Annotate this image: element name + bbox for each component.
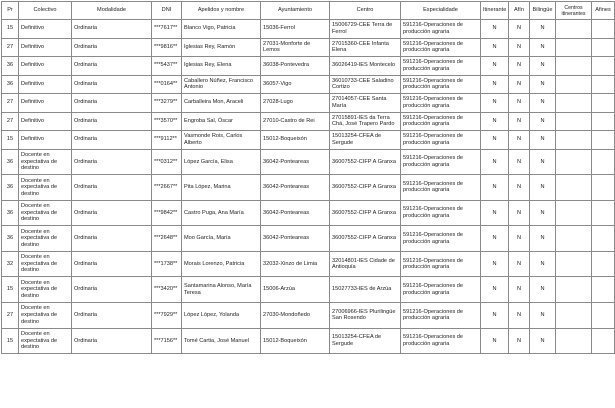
cell-afin: N <box>509 303 530 329</box>
cell-especialidade: 591216-Operaciones de producción agraria <box>401 20 481 39</box>
cell-bilingue: N <box>530 328 556 354</box>
cell-apelidos: Caballero Núñez, Francisco Antonio <box>182 75 261 94</box>
cell-especialidade: 591216-Operaciones de producción agraria <box>401 57 481 76</box>
cell-pr: 27 <box>2 94 19 113</box>
cell-afin: N <box>509 277 530 303</box>
cell-apelidos: Vasmonde Rois, Carlos Alberto <box>182 131 261 150</box>
cell-apelidos: López García, Elisa <box>182 149 261 175</box>
cell-pr: 15 <box>2 277 19 303</box>
cell-centros-itinerantes <box>556 226 592 252</box>
assignments-table <box>1 1 615 354</box>
cell-modalidade: Ordinaria <box>72 38 152 57</box>
header-row <box>2 2 615 20</box>
cell-colectivo: Docente en expectativa de destino <box>19 200 72 226</box>
cell-afines <box>592 131 615 150</box>
cell-afines <box>592 75 615 94</box>
cell-especialidade: 591216-Operaciones de producción agraria <box>401 94 481 113</box>
cell-centro: 36007552-CIFP A Granxa <box>330 226 401 252</box>
cell-afines <box>592 94 615 113</box>
cell-bilingue: N <box>530 20 556 39</box>
cell-dni: ***0164** <box>152 75 182 94</box>
cell-centros-itinerantes <box>556 328 592 354</box>
cell-modalidade: Ordinaria <box>72 57 152 76</box>
cell-centros-itinerantes <box>556 131 592 150</box>
cell-especialidade: 591216-Operaciones de producción agraria <box>401 112 481 131</box>
table-row <box>2 149 615 175</box>
cell-centro: 27014057-CEE Santa María <box>330 94 401 113</box>
cell-bilingue: N <box>530 277 556 303</box>
cell-apelidos: Carballeira Mon, Araceli <box>182 94 261 113</box>
cell-bilingue: N <box>530 112 556 131</box>
cell-centro: 36010733-CEE Saladino Cortizo <box>330 75 401 94</box>
cell-itinerante: N <box>481 38 509 57</box>
cell-colectivo: Docente en expectativa de destino <box>19 251 72 277</box>
cell-afin: N <box>509 200 530 226</box>
cell-itinerante: N <box>481 200 509 226</box>
cell-centro: 15013254-CFEA de Sergude <box>330 328 401 354</box>
header-colectivo: Colectivo <box>19 2 72 20</box>
cell-afin: N <box>509 20 530 39</box>
cell-apelidos: Castro Puga, Ana María <box>182 200 261 226</box>
cell-modalidade: Ordinaria <box>72 226 152 252</box>
cell-apelidos: Blanco Vigo, Patricia <box>182 20 261 39</box>
cell-itinerante: N <box>481 251 509 277</box>
header-ayuntamiento: Ayuntamiento <box>261 2 330 20</box>
cell-modalidade: Ordinaria <box>72 131 152 150</box>
header-dni: DNI <box>152 2 182 20</box>
cell-centros-itinerantes <box>556 277 592 303</box>
cell-pr: 15 <box>2 131 19 150</box>
cell-colectivo: Docente en expectativa de destino <box>19 149 72 175</box>
table-row <box>2 251 615 277</box>
cell-afines <box>592 112 615 131</box>
cell-apelidos: Morais Lorenzo, Patricia <box>182 251 261 277</box>
cell-modalidade: Ordinaria <box>72 251 152 277</box>
cell-especialidade: 591216-Operaciones de producción agraria <box>401 200 481 226</box>
cell-centro: 36007552-CIFP A Granxa <box>330 149 401 175</box>
cell-centros-itinerantes <box>556 112 592 131</box>
cell-dni: ***3570** <box>152 112 182 131</box>
cell-dni: ***0312** <box>152 149 182 175</box>
cell-afines <box>592 226 615 252</box>
header-especialidade: Especialidade <box>401 2 481 20</box>
cell-centros-itinerantes <box>556 75 592 94</box>
cell-afin: N <box>509 38 530 57</box>
cell-itinerante: N <box>481 57 509 76</box>
cell-modalidade: Ordinaria <box>72 303 152 329</box>
cell-afin: N <box>509 328 530 354</box>
cell-colectivo: Docente en expectativa de destino <box>19 328 72 354</box>
cell-especialidade: 591216-Operaciones de producción agraria <box>401 131 481 150</box>
cell-pr: 36 <box>2 200 19 226</box>
cell-afines <box>592 38 615 57</box>
cell-dni: ***9112** <box>152 131 182 150</box>
cell-especialidade: 591216-Operaciones de producción agraria <box>401 75 481 94</box>
cell-dni: ***2648** <box>152 226 182 252</box>
cell-modalidade: Ordinaria <box>72 94 152 113</box>
cell-itinerante: N <box>481 75 509 94</box>
cell-modalidade: Ordinaria <box>72 149 152 175</box>
cell-afines <box>592 20 615 39</box>
cell-pr: 27 <box>2 303 19 329</box>
cell-colectivo: Definitivo <box>19 57 72 76</box>
cell-centro: 27015891-IES da Terra Chá, José Trapero Pardo <box>330 112 401 131</box>
cell-centro: 36007552-CIFP A Granxa <box>330 175 401 201</box>
cell-afines <box>592 303 615 329</box>
cell-afin: N <box>509 175 530 201</box>
table-row <box>2 328 615 354</box>
cell-bilingue: N <box>530 175 556 201</box>
header-afines: Afines <box>592 2 615 20</box>
table-body <box>2 20 615 354</box>
cell-bilingue: N <box>530 251 556 277</box>
cell-dni: ***3279** <box>152 94 182 113</box>
cell-apelidos: Iglesias Rey, Ramón <box>182 38 261 57</box>
cell-colectivo: Definitivo <box>19 94 72 113</box>
cell-afin: N <box>509 251 530 277</box>
cell-bilingue: N <box>530 75 556 94</box>
cell-apelidos: Pita López, Marina <box>182 175 261 201</box>
table-row <box>2 57 615 76</box>
cell-especialidade: 591216-Operaciones de producción agraria <box>401 303 481 329</box>
cell-centro: 36026419-IES Montecelo <box>330 57 401 76</box>
cell-colectivo: Docente en expectativa de destino <box>19 226 72 252</box>
cell-pr: 27 <box>2 38 19 57</box>
cell-centro: 15027733-IES de Arzúa <box>330 277 401 303</box>
cell-centros-itinerantes <box>556 303 592 329</box>
cell-centro: 15013254-CFEA de Sergude <box>330 131 401 150</box>
cell-bilingue: N <box>530 200 556 226</box>
cell-ayuntamiento: 15012-Boqueixón <box>261 328 330 354</box>
table-row <box>2 112 615 131</box>
cell-colectivo: Definitivo <box>19 112 72 131</box>
cell-dni: ***7617** <box>152 20 182 39</box>
cell-modalidade: Ordinaria <box>72 20 152 39</box>
cell-colectivo: Definitivo <box>19 131 72 150</box>
table-row <box>2 226 615 252</box>
cell-apelidos: Iglesias Rey, Elena <box>182 57 261 76</box>
cell-dni: ***7156** <box>152 328 182 354</box>
cell-ayuntamiento: 36057-Vigo <box>261 75 330 94</box>
cell-colectivo: Definitivo <box>19 20 72 39</box>
cell-ayuntamiento: 27030-Mondoñedo <box>261 303 330 329</box>
cell-apelidos: Engroba Sal, Óscar <box>182 112 261 131</box>
cell-dni: ***5437** <box>152 57 182 76</box>
header-centro: Centro <box>330 2 401 20</box>
header-bilingue: Bilingüe <box>530 2 556 20</box>
cell-itinerante: N <box>481 94 509 113</box>
header-centros-itinerantes: Centros itinerantes <box>556 2 592 20</box>
cell-centro: 27006966-IES Plurilingüe San Rosendo <box>330 303 401 329</box>
cell-ayuntamiento: 36042-Ponteareas <box>261 175 330 201</box>
cell-especialidade: 591216-Operaciones de producción agraria <box>401 277 481 303</box>
cell-bilingue: N <box>530 149 556 175</box>
cell-afines <box>592 200 615 226</box>
cell-itinerante: N <box>481 112 509 131</box>
cell-modalidade: Ordinaria <box>72 75 152 94</box>
cell-bilingue: N <box>530 94 556 113</box>
cell-bilingue: N <box>530 226 556 252</box>
cell-afines <box>592 57 615 76</box>
cell-centro: 36007552-CIFP A Granxa <box>330 200 401 226</box>
cell-modalidade: Ordinaria <box>72 112 152 131</box>
cell-especialidade: 591216-Operaciones de producción agraria <box>401 251 481 277</box>
cell-modalidade: Ordinaria <box>72 277 152 303</box>
cell-ayuntamiento: 27010-Castro de Rei <box>261 112 330 131</box>
table-row <box>2 277 615 303</box>
cell-itinerante: N <box>481 303 509 329</box>
cell-afin: N <box>509 149 530 175</box>
cell-centros-itinerantes <box>556 20 592 39</box>
table-row <box>2 200 615 226</box>
cell-ayuntamiento: 36042-Ponteareas <box>261 200 330 226</box>
cell-bilingue: N <box>530 38 556 57</box>
cell-modalidade: Ordinaria <box>72 328 152 354</box>
cell-apelidos: Moo García, María <box>182 226 261 252</box>
cell-centros-itinerantes <box>556 94 592 113</box>
cell-ayuntamiento: 15006-Arzúa <box>261 277 330 303</box>
cell-bilingue: N <box>530 57 556 76</box>
cell-centros-itinerantes <box>556 251 592 277</box>
cell-itinerante: N <box>481 175 509 201</box>
cell-afin: N <box>509 112 530 131</box>
table-row <box>2 20 615 39</box>
header-modalidade: Modalidade <box>72 2 152 20</box>
cell-centros-itinerantes <box>556 38 592 57</box>
cell-itinerante: N <box>481 20 509 39</box>
cell-ayuntamiento: 15012-Boqueixón <box>261 131 330 150</box>
cell-dni: ***1738** <box>152 251 182 277</box>
cell-pr: 32 <box>2 251 19 277</box>
cell-apelidos: López López, Yolanda <box>182 303 261 329</box>
cell-afines <box>592 149 615 175</box>
cell-ayuntamiento: 15036-Ferrol <box>261 20 330 39</box>
cell-ayuntamiento: 27028-Lugo <box>261 94 330 113</box>
cell-pr: 27 <box>2 112 19 131</box>
cell-afin: N <box>509 57 530 76</box>
table-row <box>2 38 615 57</box>
cell-dni: ***7929** <box>152 303 182 329</box>
cell-itinerante: N <box>481 328 509 354</box>
cell-itinerante: N <box>481 226 509 252</box>
cell-afines <box>592 251 615 277</box>
cell-afin: N <box>509 75 530 94</box>
cell-afines <box>592 328 615 354</box>
cell-pr: 36 <box>2 149 19 175</box>
cell-especialidade: 591216-Operaciones de producción agraria <box>401 38 481 57</box>
cell-dni: ***9816** <box>152 38 182 57</box>
cell-ayuntamiento: 32032-Xinzo de Limia <box>261 251 330 277</box>
header-apelidos: Apelidos y nombre <box>182 2 261 20</box>
cell-colectivo: Docente en expectativa de destino <box>19 277 72 303</box>
cell-pr: 36 <box>2 75 19 94</box>
table-row <box>2 75 615 94</box>
cell-pr: 36 <box>2 57 19 76</box>
cell-centro: 32014801-IES Cidade de Antioquía <box>330 251 401 277</box>
cell-colectivo: Definitivo <box>19 75 72 94</box>
header-afin: Afín <box>509 2 530 20</box>
table-row <box>2 175 615 201</box>
cell-centro: 27015360-CEE Infanta Elena <box>330 38 401 57</box>
cell-colectivo: Docente en expectativa de destino <box>19 303 72 329</box>
cell-itinerante: N <box>481 277 509 303</box>
table-row <box>2 94 615 113</box>
cell-bilingue: N <box>530 131 556 150</box>
cell-centros-itinerantes <box>556 200 592 226</box>
cell-afines <box>592 175 615 201</box>
cell-colectivo: Docente en expectativa de destino <box>19 175 72 201</box>
cell-pr: 36 <box>2 175 19 201</box>
cell-ayuntamiento: 36038-Pontevedra <box>261 57 330 76</box>
cell-itinerante: N <box>481 131 509 150</box>
table-row <box>2 131 615 150</box>
cell-afin: N <box>509 131 530 150</box>
header-itinerante: Itinerante <box>481 2 509 20</box>
header-pr: Pr <box>2 2 19 20</box>
cell-modalidade: Ordinaria <box>72 175 152 201</box>
cell-pr: 15 <box>2 20 19 39</box>
cell-especialidade: 591216-Operaciones de producción agraria <box>401 226 481 252</box>
cell-especialidade: 591216-Operaciones de producción agraria <box>401 149 481 175</box>
cell-modalidade: Ordinaria <box>72 200 152 226</box>
cell-centro: 15006729-CEE Terra de Ferrol <box>330 20 401 39</box>
cell-bilingue: N <box>530 303 556 329</box>
cell-especialidade: 591216-Operaciones de producción agraria <box>401 175 481 201</box>
cell-itinerante: N <box>481 149 509 175</box>
cell-dni: ***9842** <box>152 200 182 226</box>
cell-afin: N <box>509 226 530 252</box>
cell-apelidos: Santamarina Alonso, María Teresa <box>182 277 261 303</box>
cell-ayuntamiento: 36042-Ponteareas <box>261 226 330 252</box>
cell-centros-itinerantes <box>556 57 592 76</box>
cell-ayuntamiento: 36042-Ponteareas <box>261 149 330 175</box>
cell-colectivo: Definitivo <box>19 38 72 57</box>
cell-centros-itinerantes <box>556 149 592 175</box>
cell-apelidos: Tomé Cartia, José Manuel <box>182 328 261 354</box>
cell-dni: ***3420** <box>152 277 182 303</box>
cell-afin: N <box>509 94 530 113</box>
cell-centros-itinerantes <box>556 175 592 201</box>
cell-ayuntamiento: 27031-Monforte de Lemos <box>261 38 330 57</box>
cell-pr: 15 <box>2 328 19 354</box>
cell-afines <box>592 277 615 303</box>
cell-especialidade: 591216-Operaciones de producción agraria <box>401 328 481 354</box>
cell-pr: 36 <box>2 226 19 252</box>
table-row <box>2 303 615 329</box>
cell-dni: ***2667** <box>152 175 182 201</box>
